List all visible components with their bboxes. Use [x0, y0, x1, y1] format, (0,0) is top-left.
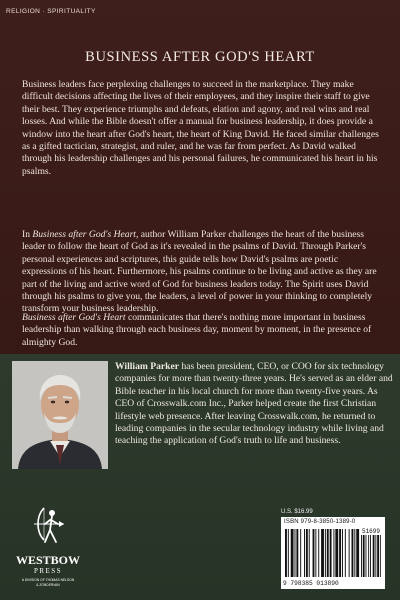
publisher-name: WESTBOW — [15, 553, 81, 567]
barcode-bar — [333, 529, 334, 577]
isbn-label: ISBN 979-8-3850-1389-0 — [284, 519, 356, 525]
barcode-bar — [318, 529, 319, 577]
paragraph-2-text: , author William Parker challenges the heart of the business leader to follow the heart of God as it's revealed in the psalms of David. Through Parker's personal experiences and scriptures, this guide tells how David's psalms are poetic expressions of his heart. Furthermore, his psalms continue to be living and active as they are part of the living and active word of God for business leaders today. The Spirit uses David through his psalms to give you, the leaders, a level of power in your thinking to completely transform your business leadership. — [22, 229, 377, 315]
category-label: RELIGION · SPIRITUALITY — [6, 8, 96, 15]
barcode-number: 9 798385 013890 — [283, 580, 339, 587]
barcode-bar — [327, 529, 329, 577]
barcode-addon-bar — [380, 535, 381, 577]
paragraph-3-book-title: Business after God's Heart — [22, 312, 126, 323]
barcode-bar — [313, 529, 315, 577]
barcode-bar — [325, 529, 326, 577]
book-title: BUSINESS AFTER GOD'S HEART — [85, 49, 315, 65]
barcode-bar — [321, 529, 324, 577]
barcode-bar — [335, 529, 338, 577]
barcode-bar — [288, 529, 289, 577]
barcode-addon-bar — [363, 535, 365, 577]
barcode-bar — [342, 529, 343, 577]
publisher-tagline-1: A DIVISION OF THOMAS NELSON — [21, 578, 75, 582]
barcode-addon-bar — [368, 535, 369, 577]
barcode-addon-bar — [375, 535, 376, 577]
barcode-bar — [352, 529, 354, 577]
barcode-bar — [296, 529, 298, 577]
barcode-bar — [345, 529, 346, 577]
author-bio — [115, 361, 393, 448]
price-code: 51699 — [361, 528, 380, 535]
paragraph-3-text: communicates that there's nothing more important in business leadership than walking through each business day, moment by moment, in the presence of almighty God. — [22, 312, 372, 348]
barcode-bar — [304, 529, 305, 577]
description-paragraph-2 — [22, 229, 380, 316]
westbow-archer-icon — [12, 502, 84, 590]
barcode-graphic — [283, 527, 383, 579]
barcode-bar — [300, 529, 301, 577]
barcode-bar — [339, 529, 341, 577]
publisher-logo — [12, 502, 84, 590]
barcode-addon-bar — [366, 535, 367, 577]
barcode-addon-bar — [377, 535, 379, 577]
isbn-barcode — [281, 517, 385, 589]
barcode-bar — [291, 529, 294, 577]
barcode-bar — [306, 529, 308, 577]
description-paragraph-1: Business leaders face perplexing challenges to succeed in the marketplace. They make difficult decisions affecting the lives of their employees, and they inspire their staff to give their best. They experience triumphs and defeats, elation and agony, and real wins and real losses. And while the Bible doesn't offer a manual for business leadership, it does provide a window into the heart after God's heart, the heart of King David. He faced similar challenges as a gifted tactician, strategist, and ruler, and he was far from perfect. As David walked through his leadership challenges and his personal failures, he communicated his heart in his psalms. — [22, 79, 379, 177]
paragraph-2-book-title: Business after God's Heart — [32, 229, 136, 240]
author-portrait-icon — [12, 361, 108, 469]
barcode-bar — [349, 529, 350, 577]
barcode-addon-bar — [370, 535, 371, 577]
author-name: William Parker — [115, 361, 180, 372]
barcode-bar — [330, 529, 332, 577]
author-bio-text: has been president, CEO, or COO for six technology companies for more than twenty-three years. He's served as an elder and Bible teacher in his local church for more than twenty-five years. As CEO of Crosswalk.com Inc., Parker helped create the first Christian lifestyle web presence. After leaving Crosswalk.com, he returned to leading companies in the secular technology industry while living and teaching the application of God's truth to life and business. — [115, 361, 393, 447]
publisher-press: PRESS — [33, 567, 63, 575]
barcode-addon-bar — [361, 535, 362, 577]
barcode-bar — [309, 529, 310, 577]
publisher-tagline-2: & ZONDERVAN — [36, 583, 60, 587]
paragraph-2-lead: In — [22, 229, 33, 240]
barcode-addon-bar — [373, 535, 375, 577]
description-paragraph-3 — [22, 312, 380, 349]
barcode-bar — [285, 529, 287, 577]
author-photo — [12, 361, 108, 469]
barcode-bar — [295, 529, 296, 577]
barcode-bar — [354, 529, 355, 577]
barcode-bar — [315, 529, 316, 577]
barcode-bar — [356, 529, 359, 577]
price-label: U.S. $16.99 — [281, 509, 313, 515]
